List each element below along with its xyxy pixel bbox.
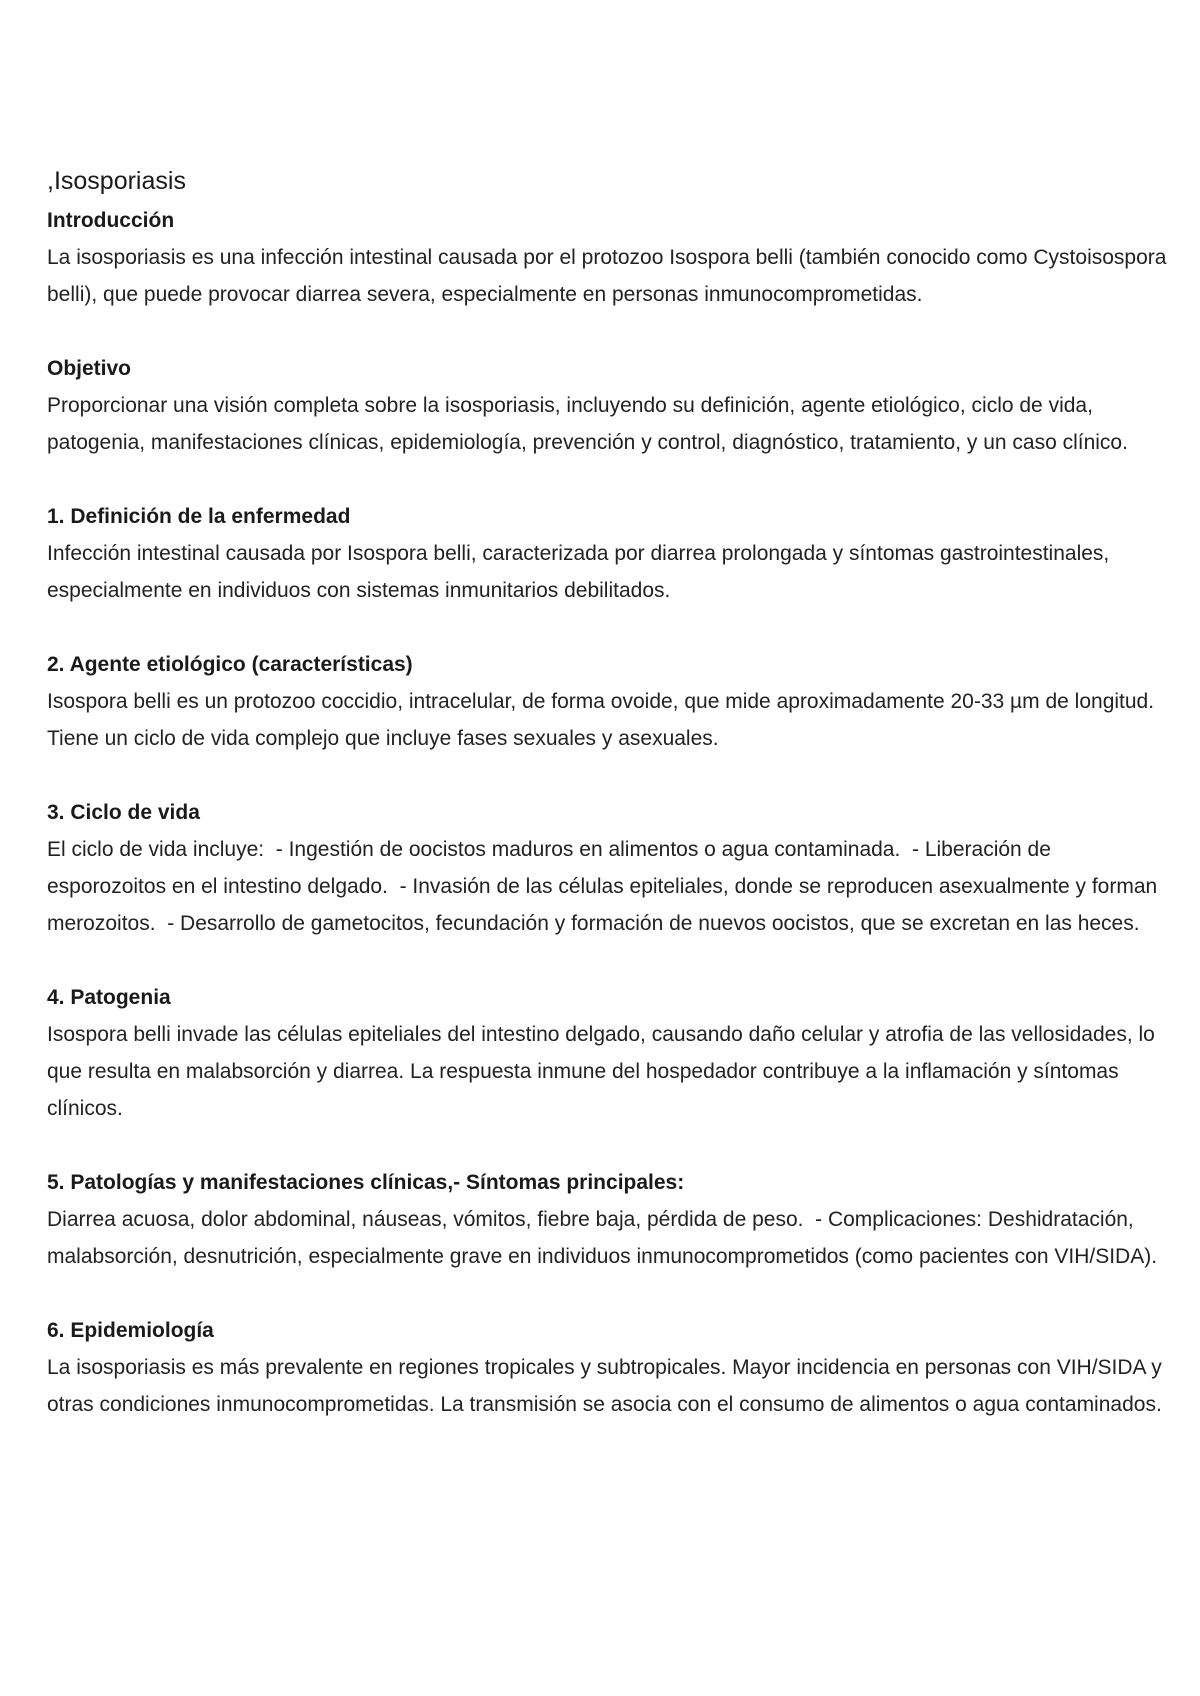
section-heading: 4. Patogenia bbox=[47, 986, 171, 1009]
section-body: Isospora belli es un protozoo coccidio, intracelular, de forma ovoide, que mide aproximadamente 20-33 µm de longitud. Tiene un ciclo de vida complejo que incluye fases sexuales y asexuales. bbox=[47, 690, 1160, 750]
section-body: Isospora belli invade las células epiteliales del intestino delgado, causando daño celular y atrofia de las vellosidades, lo que resulta en malabsorción y diarrea. La respuesta inmune del hospedador contribuye a la inflamación y síntomas clínicos. bbox=[47, 1023, 1161, 1120]
section-body: Proporcionar una visión completa sobre la isosporiasis, incluyendo su definición, agente etiológico, ciclo de vida, patogenia, manifestaciones clínicas, epidemiología, prevención y control, diagnóstico, tratamiento, y un caso clínico. bbox=[47, 394, 1128, 454]
section-heading: 2. Agente etiológico (características) bbox=[47, 653, 413, 676]
section-heading: 1. Definición de la enfermedad bbox=[47, 505, 351, 528]
section-introduccion bbox=[47, 202, 1173, 313]
section-manifestaciones-clinicas bbox=[47, 1164, 1167, 1275]
section-ciclo-de-vida bbox=[47, 794, 1167, 942]
document-title: ,Isosporiasis bbox=[47, 167, 186, 195]
section-heading: 6. Epidemiología bbox=[47, 1319, 214, 1342]
section-heading: 3. Ciclo de vida bbox=[47, 801, 200, 824]
section-agente-etiologico bbox=[47, 646, 1167, 757]
section-body: El ciclo de vida incluye: - Ingestión de oocistos maduros en alimentos o agua contaminada. - Liberación de esporozoitos en el intestino delgado. - Invasión de las células epiteliales, donde se reproducen asexualmente y forman merozoitos. - Desarrollo de gametocitos, fecundación y formación de nuevos oocistos, que se excretan en las heces. bbox=[47, 838, 1164, 935]
section-definicion bbox=[47, 498, 1167, 609]
section-heading: Objetivo bbox=[47, 357, 132, 380]
section-body: La isosporiasis es más prevalente en regiones tropicales y subtropicales. Mayor incidencia en personas con VIH/SIDA y otras condiciones inmunocomprometidas. La transmisión se asocia con el consumo de alimentos o agua contaminados. bbox=[47, 1356, 1168, 1416]
section-epidemiologia bbox=[47, 1312, 1167, 1423]
section-heading: 5. Patologías y manifestaciones clínicas,- Síntomas principales: bbox=[47, 1171, 685, 1194]
section-body: Diarrea acuosa, dolor abdominal, náuseas, vómitos, fiebre baja, pérdida de peso. - Complicaciones: Deshidratación, malabsorción, desnutrición, especialmente grave en individuos inmunocomprometidos (como pacientes con VIH/SIDA). bbox=[47, 1208, 1158, 1268]
document-page bbox=[47, 164, 1173, 1460]
section-patogenia bbox=[47, 979, 1167, 1127]
section-heading: Introducción bbox=[47, 209, 175, 232]
section-objetivo bbox=[47, 350, 1167, 461]
section-body: La isosporiasis es una infección intestinal causada por el protozoo Isospora belli (también conocido como Cystoisospora belli), que puede provocar diarrea severa, especialmente en personas inmunocomprometidas. bbox=[47, 246, 1173, 306]
section-body: Infección intestinal causada por Isospora belli, caracterizada por diarrea prolongada y síntomas gastrointestinales, especialmente en individuos con sistemas inmunitarios debilitados. bbox=[47, 542, 1116, 602]
